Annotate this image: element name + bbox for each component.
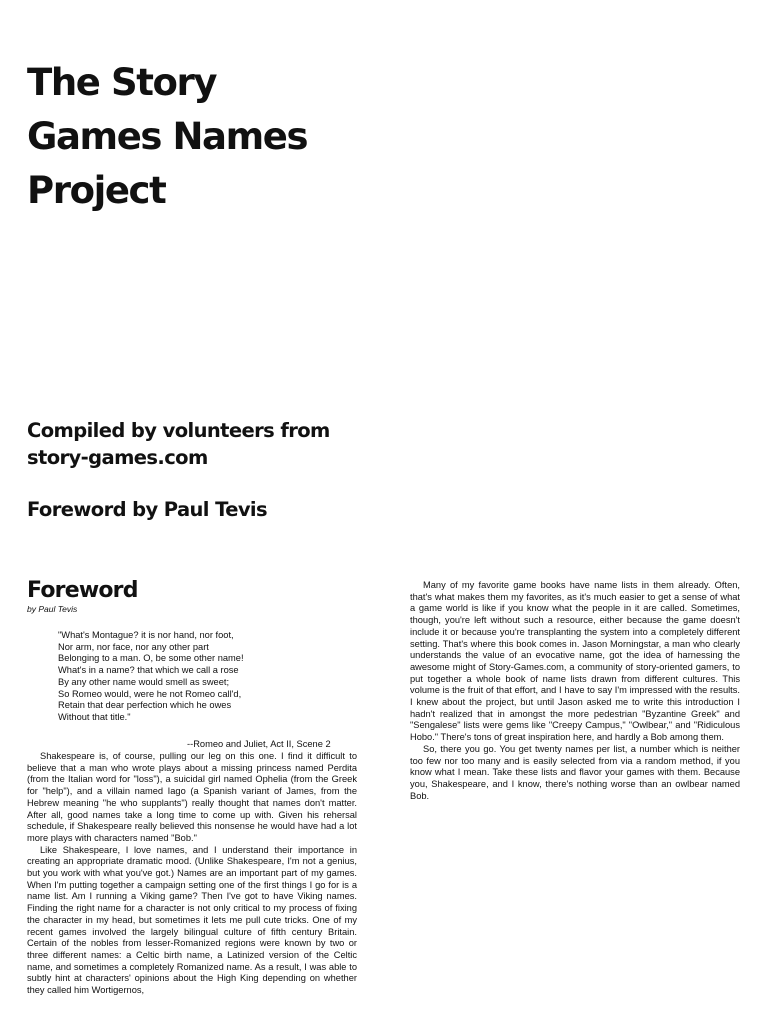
foreword-credit: Foreword by Paul Tevis (27, 498, 268, 521)
book-title-line-3: Project (27, 169, 166, 212)
poem-line: Retain that dear perfection which he owes (58, 700, 232, 711)
poem-line: What's in a name? that which we call a rose (58, 665, 239, 676)
right-text-column (410, 580, 740, 802)
book-title-line-2: Games Names (27, 115, 308, 158)
body-paragraph: Shakespeare is, of course, pulling our leg on this one. I find it difficult to believe that a man who wrote plays about a missing princess named Perdita (from the Italian word for "loss"), a suicidal girl named Ophelia (from the Greek for "help"), and a villain named Iago (a Spanish variant of James, from the Hebrew meaning "he who supplants") really thought that names don't matter. After all, good names take a long time to come up with. Given his rehersal schedule, if Shakespeare really believed this nonsense he would have had a lot more plays with characters named "Bob." (27, 751, 357, 843)
body-paragraph: Many of my favorite game books have name lists in them already. Often, that's what makes them my favorites, as it's much easier to get a sense of what a game world is like if you know what the people in it are called. Sometimes, though, you're left without such a resource, either because the game doesn't include it or because you're transplanting the system into a completely different setting. That's where this book comes in. Jason Morningstar, a man who clearly understands the value of an evocative name, got the idea of harnessing the awesome might of Story-Games.com, a community of story-oriented gamers, to put together a whole book of name lists drawn from different cultures. This volume is the fruit of that effort, and I have to say I'm impressed with the results. I knew about the project, but until Jason asked me to write this introduction I hadn't realized that in amongst the more pedestrian "Byzantine Greek" and "Sengalese" lists were gems like "Creepy Campus," "Owlbear," and "Ridiculous Hobo." There's tons of great inspiration here, and hardly a Bob among them. (410, 580, 740, 743)
poem-line: By any other name would smell as sweet; (58, 676, 230, 687)
compiled-by (27, 417, 330, 471)
poem-line: Without that title." (58, 711, 131, 722)
epigraph-poem (58, 630, 244, 724)
epigraph-attribution: --Romeo and Juliet, Act II, Scene 2 (187, 739, 331, 749)
poem-line: Nor arm, nor face, nor any other part (58, 641, 209, 652)
body-paragraph: So, there you go. You get twenty names per list, a number which is neither too few nor too many and is easily selected from via a random method, if you know what I mean. Take these lists and flavor your games with them. Because you, Shakespeare, and I know, there's nothing worse than an owlbear named Bob. (410, 743, 740, 801)
body-paragraph: Like Shakespeare, I love names, and I understand their importance in creating an appropriate dramatic mood. (Unlike Shakespeare, I'm not a genius, but you work with what you've got.) Names are an important part of my games. When I'm putting together a campaign setting one of the first things I go for is a name list. Am I running a Viking game? Then I've got to have Viking names. Finding the right name for a character is not only critical to my process of fixing the character in my head, but sometimes it lets me pull cute tricks. One of my recent games involved the largely bilingual culture of fifth century Britain. Certain of the nobles from lesser-Romanized regions were known by two or three different names: a Celtic birth name, a Latinized version of the Celtic name, and sometimes a completely Romanized name. As a result, I was able to subtly hint at characters' opinions about the High King depending on whether they called him Wortigernos, (27, 844, 357, 996)
book-title-line-1: The Story (27, 61, 217, 104)
compiled-by-line-2: story-games.com (27, 446, 208, 469)
poem-line: Belonging to a man. O, be some other name! (58, 653, 244, 664)
book-title (27, 56, 307, 218)
compiled-by-line-1: Compiled by volunteers from (27, 419, 330, 442)
foreword-byline: by Paul Tevis (27, 604, 78, 614)
poem-line: So Romeo would, were he not Romeo call'd, (58, 688, 242, 699)
left-text-column (27, 751, 357, 997)
foreword-heading: Foreword (27, 578, 138, 603)
poem-line: "What's Montague? it is nor hand, nor foot, (58, 630, 234, 640)
